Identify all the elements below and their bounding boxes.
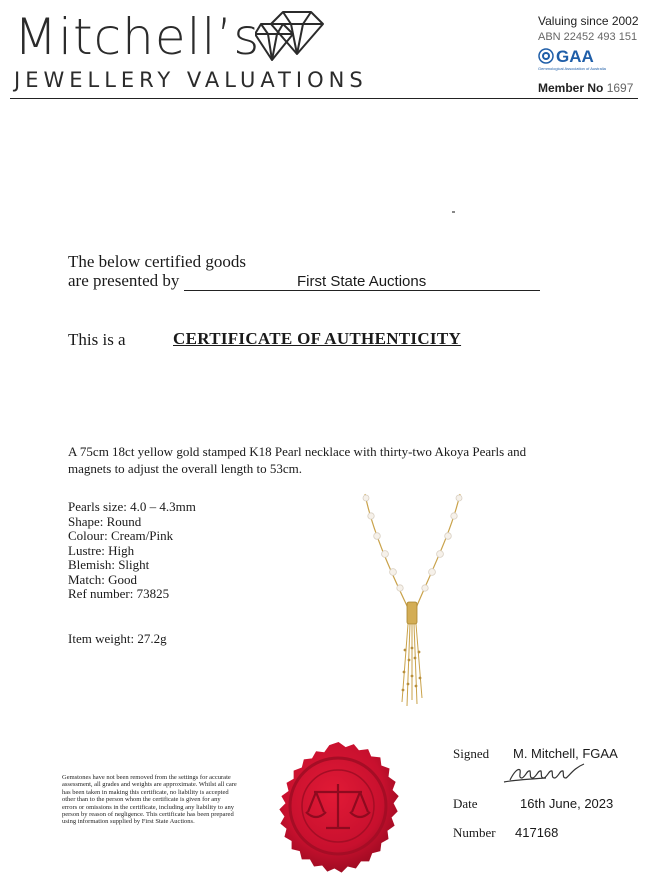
spec-blemish: Blemish: Slight (68, 557, 150, 572)
gaa-logo-text: GAA (556, 47, 594, 66)
gaa-fine-print: Gemmological Association of Australia (538, 66, 606, 71)
item-description: A 75cm 18ct yellow gold stamped K18 Pearl necklace with thirty-two Akoya Pearls and magnets to adjust the overall length to 53cm. (68, 444, 527, 476)
item-weight: Item weight: 27.2g (68, 631, 167, 646)
handwritten-signature (500, 760, 596, 788)
scan-speck (452, 211, 455, 213)
diamond-outline-icon (255, 10, 327, 62)
presented-by-value: First State Auctions (184, 273, 540, 291)
date-label: Date (453, 796, 478, 811)
item-specs (68, 500, 196, 602)
spec-shape: Shape: Round (68, 513, 142, 529)
this-is-label: This is a (68, 330, 126, 349)
member-number-value: 1697 (606, 81, 634, 95)
spec-lustre: Lustre: High (68, 542, 135, 558)
gaa-emblem-icon (538, 48, 554, 64)
pearl-necklace-photo (350, 490, 470, 710)
spec-pearl-size: Pearls size: 4.0 – 4.3mm (68, 499, 196, 514)
number-label: Number (453, 825, 496, 840)
certificate-title: CERTIFICATE OF AUTHENTICITY (173, 329, 462, 348)
spec-match: Match: Good (68, 571, 137, 587)
spec-colour: Colour: Cream/Pink (68, 528, 174, 543)
abn-number: ABN 22452 493 151 (538, 31, 638, 43)
number-value: 417168 (515, 825, 559, 840)
member-number (538, 81, 633, 95)
red-wax-seal-scales-icon (262, 732, 414, 880)
presented-by-line (68, 271, 540, 291)
intro-line-1: The below certified goods (68, 252, 246, 271)
presented-by-label: are presented by (68, 271, 180, 290)
spec-ref-number: Ref number: 73825 (68, 586, 170, 601)
valuing-since: Valuing since 2002 (538, 14, 639, 28)
date-value: 16th June, 2023 (520, 796, 614, 811)
signed-name: M. Mitchell, FGAA (513, 746, 618, 761)
member-label: Member No (538, 81, 604, 95)
signed-label: Signed (453, 746, 490, 761)
brand-name: Mitchell’s (14, 8, 261, 66)
header-divider (10, 98, 638, 99)
disclaimer-text: Gemstones have not been removed from the settings for accurate assessment, all grades and weights are approximate. Whilst all care has been taken in making this certificate, no liability is accepted other than to the person whom the certificate is given for any errors or omissions in the certificate, including any liability to any person by reason of negligence. This certificate has been prepared using information supplied by First State Auctions. (62, 774, 237, 826)
brand-subtitle: JEWELLERY VALUATIONS (14, 68, 368, 92)
